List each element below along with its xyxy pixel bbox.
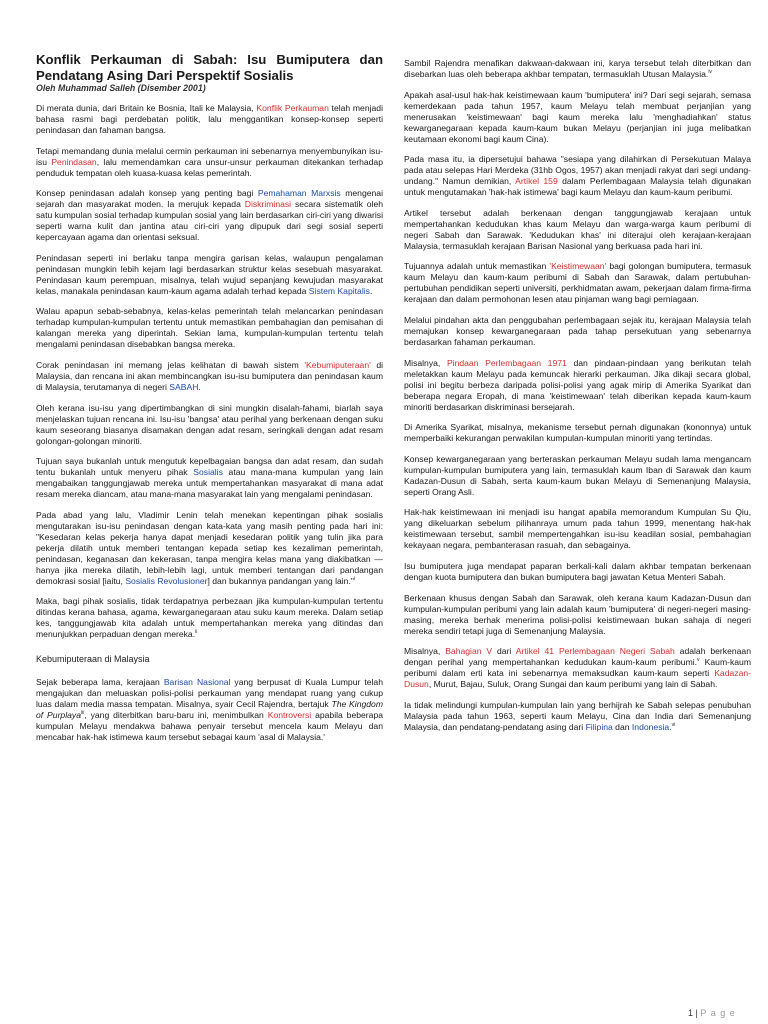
poem-title: The Kingdom of Purplaya bbox=[36, 699, 383, 721]
link-sabah[interactable]: SABAH bbox=[169, 381, 199, 392]
link-artikel-41[interactable]: Artikel 41 Perlembagaan Negeri Sabah bbox=[515, 646, 675, 657]
paragraph: Tujuannya adalah untuk memastikan 'Keistimewaan' bagi golongan bumiputera, termasuk kaum Melayu dan kaum-kaum peribumi di Sabah dan Sarawak, dalam pertubuhan-pertubuhan pendidikan seperti universiti, perkhidmatan awam, pekerjaan dalam firma-firma kerajaan dan dalam permohonan lesen atau pinjaman wang bagi perniagaan. bbox=[404, 261, 751, 305]
page-footer bbox=[688, 1008, 736, 1018]
link-bahagian-v[interactable]: Bahagian V bbox=[445, 646, 493, 657]
link-artikel-159[interactable]: Artikel 159 bbox=[515, 176, 558, 187]
link-kadazan-dusun[interactable]: Kadazan-Dusun bbox=[404, 668, 751, 690]
paragraph: Pada abad yang lalu, Vladimir Lenin telah menekan kepentingan pihak sosialis mengutarakan isu-isu penindasan dengan kata-kata yang masih penting pada hari ini: "Kesedaran kelas pekerja hanya dapat menjadi kesedaran politik yang tulin jika para pekerja dilatih untuk memberi tentangan kepada setiap kes kezaliman pemerintah, penindasan, keganasan dan kekerasan, tanpa mengira kelas mana yang diakibatkan — hanya jika mereka dilatih, lebih-lebih lagi, untuk memberi tentangan dari pandangan demokrasi sosial [iaitu, Sosialis Revolusioner] dan bukannya pandangan yang lain."$^i$ bbox=[36, 509, 383, 586]
paragraph: Konsep kewarganegaraan yang berteraskan perkauman Melayu sudah lama mengancam kumpulan-kumpulan bumiputera yang lain, termasuklah kaum Iban di Sarawak dan kaum Kadazan-Dusun di Sabah, serta kaum-kaum bukan Melayu di Semenanjung Malaysia, seperti Orang Asli. bbox=[404, 453, 751, 497]
paragraph: Tujuan saya bukanlah untuk mengutuk kepelbagaian bangsa dan adat resam, dan sudah tentu bukanlah untuk menyeru pihak Sosialis atau mana-mana kumpulan yang lain mengabaikan tanggungjawab mereka untuk mempertahankan masyarakat di mana adat resam mereka diancam, atau mana-mana masyarakat lain yang mengalami penindasan. bbox=[36, 456, 384, 500]
paragraph: Melalui pindahan akta dan penggubahan perlembagaan sejak itu, kerajaan Malaysia telah memajukan konsep kewarganegaraan pada tahap persekutuan yang sebenarnya berdasarkan fahaman perkauman. bbox=[404, 314, 751, 347]
page-number: 1 bbox=[688, 1008, 694, 1018]
paragraph: Walau apapun sebab-sebabnya, kelas-kelas pemerintah telah melancarkan penindasan terhadap kumpulan-kumpulan tertentu untuk memastikan pembahagian dan pemisahan di kalangan mereka yang diperintah. Sekian lama, kumpulan-kumpulan tertentu telah mengalami penindasan disebabkan bangsa mereka. bbox=[36, 306, 383, 350]
section-heading: Kebumiputeraan di Malaysia bbox=[36, 654, 150, 665]
paragraph: Sejak beberapa lama, kerajaan Barisan Nasional yang berpusat di Kuala Lumpur telah mengajukan dan meluaskan polisi-polisi perkauman yang mendapat ruang yang cukup luas dalam media massa tempatan. Misalnya, syair Cecil Rajendra, bertajuk The Kingdom of Purplaya$^{iii}$, yang diterbitkan baru-baru ini, menimbulkan Kontroversi apabila beberapa kumpulan Melayu mendakwa bahawa penyair tersebut mencela kaum Melayu dan mencabar hak-hak istimewa kaum tersebut sebagai kaum 'asal di Malaysia.' bbox=[36, 677, 384, 743]
footnote-ref[interactable]: vi bbox=[671, 721, 676, 728]
paragraph: Konsep penindasan adalah konsep yang penting bagi Pemahaman Marxsis mengenai sejarah dan masyarakat moden. Ia merujuk kepada Diskriminasi secara sistematik oleh satu kumpulan sosial terhadap kumpulan sosial yang lain berdasarkan ciri-ciri yang diwarisi seperti warna kulit dan jantina atau ciri-ciri yang dipupuk dari segi sosial seperti kepercayaan agama dan orientasi seksual. bbox=[36, 188, 384, 243]
paragraph: Isu bumiputera juga mendapat paparan berkali-kali dalam akhbar tempatan berkenaan dengan kuota bumiputera dan bukan bumiputera bagi jawatan Ketua Menteri Sabah. bbox=[404, 560, 751, 582]
paragraph: Oleh kerana isu-isu yang dipertimbangkan di sini mungkin disalah-fahami, biarlah saya menjelaskan tujuan rencana ini. Isu-isu 'bangsa' atau perihal yang berkenaan dengan suku kaum seseorang biasanya disamakan dengan adat resam, seringkali dengan adat resam golongan-golongan minoriti. bbox=[36, 402, 383, 446]
link-sosialis[interactable]: Sosialis bbox=[193, 467, 223, 478]
paragraph: Artikel tersebut adalah berkenaan dengan tanggungjawab kerajaan untuk mempertahankan kedudukan khas kaum Melayu dan warga-warga kaum peribumi di negeri Sabah dan Sarawak. 'Kedudukan khas' ini diterajui oleh kerajaan-kerajaan Malaysia, termasuklah kerajaan Barisan Nasional yang berkuasa pada hari ini. bbox=[404, 207, 751, 251]
paragraph: Hak-hak keistimewaan ini menjadi isu hangat apabila memorandum Kumpulan Su Qiu, yang dikeluarkan sebelum pilihanraya umum pada tahun 1999, menentang hak-hak keistimewaan tersebut, sambil mempertengahkan isu-isu keadilan sosial, pembahagian kekayaan negara, pembanterasan rasuah, dan sebagainya. bbox=[404, 507, 751, 551]
link-sistem-kapitalis[interactable]: Sistem Kapitalis bbox=[308, 285, 370, 296]
paragraph: Tetapi memandang dunia melalui cermin perkauman ini sebenarnya menyembunyikan isu-isu Penindasan, lalu memendamkan cara unsur-unsur perkauman ditekankan terhadap penduduk tempatan oleh kuasa-kuasa kelas pemerintah. bbox=[36, 145, 383, 178]
link-keistimewaan[interactable]: 'Keistimewaan' bbox=[549, 261, 607, 272]
footnote-ref[interactable]: iii bbox=[80, 710, 85, 717]
paragraph: Maka, bagi pihak sosialis, tidak terdapatnya perbezaan jika kumpulan-kumpulan tertentu ditindas kerana bahasa, agama, kewarganegaraan atau suku kaum mereka. Dalam setiap kes, tanggungjawab kita adalah untuk mempertahankan mereka yang ditindas dan menunjukkan perpaduan dengan mereka.$^{ii}$ bbox=[36, 596, 383, 640]
link-diskriminasi[interactable]: Diskriminasi bbox=[244, 199, 292, 210]
paragraph: Corak penindasan ini memang jelas kelihatan di bawah sistem 'Kebumiputeraan' di Malaysia, dan rencana ini akan membincangkan isu-isu bumiputera dan penindasan kaum di Malaysia, terutamanya di negeri SABAH. bbox=[36, 359, 384, 392]
paragraph: Misalnya, Pindaan Perlembagaan 1971 dan pindaan-pindaan yang berikutan telah meletakkan kaum Melayu pada kemuncak hierarki perkauman. Jika dikaji secara global, polisi ini begitu berbeza daripada polisi-polisi yang agak mirip di Amerika Syarikat dan beberapa negara Eropah, di mana 'keistimewaan' telah diberikan kepada kaum-kaum minoriti berdasarkan diskriminasi bersejarah. bbox=[404, 357, 751, 412]
paragraph: Apakah asal-usul hak-hak keistimewaan kaum 'bumiputera' ini? Dari segi sejarah, semasa kemerdekaan pada tahun 1957, kaum Melayu telah membuat perjanjian yang menerusakan 'keistimewaan' bagi kaum mereka lalu 'menghadiahkan' status kewarganegaraan kepada kaum-kaum bukan Melayu (perjanjian ini juga melibatkan keutamaan ekonomi bagi kaum Cina). bbox=[404, 89, 751, 144]
page-separator: | bbox=[695, 1008, 698, 1018]
footnote-ref[interactable]: v bbox=[697, 657, 700, 664]
link-indonesia[interactable]: Indonesia bbox=[631, 721, 670, 732]
paragraph: Sambil Rajendra menafikan dakwaan-dakwaan ini, karya tersebut telah diterbitkan dan disebarkan luas oleh beberapa akhbar tempatan, termasuklah Utusan Malaysia.$^{iv}$ bbox=[404, 58, 751, 79]
link-kebumiputeraan[interactable]: 'Kebumiputeraan' bbox=[304, 359, 371, 370]
right-column bbox=[404, 58, 751, 742]
link-pindaan-perlembagaan-1971[interactable]: Pindaan Perlembagaan 1971 bbox=[446, 357, 567, 368]
page-label: P a g e bbox=[700, 1008, 736, 1018]
paragraph: Berkenaan khusus dengan Sabah dan Sarawak, oleh kerana kaum Kadazan-Dusun dan kumpulan-kumpulan peribumi yang lain adalah kaum 'bumiputera' di negeri-negeri masing-masing, mereka berhak menerima polisi-polisi keistimewaan bukan sahaja di negeri mereka sendiri tetapi juga di Semenanjung Malaysia. bbox=[404, 592, 751, 636]
link-barisan-nasional[interactable]: Barisan Nasional bbox=[163, 677, 231, 688]
link-sosialis-revolusioner[interactable]: Sosialis Revolusioner bbox=[125, 575, 208, 586]
left-column bbox=[36, 52, 383, 753]
link-konflik-perkauman[interactable]: Konflik Perkauman bbox=[256, 103, 329, 113]
paragraph: Misalnya, Bahagian V dari Artikel 41 Perlembagaan Negeri Sabah adalah berkenaan dengan perihal yang mempertahankan kedudukan kaum-kaum peribumi.$^v$ Kaum-kaum peribumi dalam erti kata ini sebenarnya memaksudkan kaum-kaum seperti Kadazan-Dusun, Murut, Bajau, Suluk, Orang Sungai dan kaum peribumi yang lain di Sabah. bbox=[404, 646, 751, 690]
paragraph: Di merata dunia, dari Britain ke Bosnia, Itali ke Malaysia, Konflik Perkauman telah menjadi bahasa rasmi bagi perdebatan politik, lalu menggantikan konsep-konsep seperti penindasan dan fahaman bangsa. bbox=[36, 103, 383, 135]
link-kontroversi[interactable]: Kontroversi bbox=[267, 710, 312, 721]
paragraph: Pada masa itu, ia dipersetujui bahawa "sesiapa yang dilahirkan di Persekutuan Malaya pada atau selepas Hari Merdeka (31hb Ogos, 1957) akan menjadi rakyat dari segi undang-undang." Namun demikian, Artikel 159 dalam Perlembagaan Malaysia telah digunakan untuk mengutamakan 'hak-hak istimewa' bagi kaum Melayu dan kaum-kaum peribumi. bbox=[404, 154, 751, 198]
link-penindasan[interactable]: Penindasan bbox=[51, 156, 97, 167]
link-filipina[interactable]: Filipina bbox=[585, 721, 613, 732]
link-pemahaman-marxsis[interactable]: Pemahaman Marxsis bbox=[257, 188, 341, 199]
paragraph: Ia tidak melindungi kumpulan-kumpulan lain yang berhijrah ke Sabah selepas penubuhan Malaysia pada tahun 1963, seperti kaum Melayu, Cina dan India dari Semenanjung Malaysia, dan pendatang-pendatang asing dari Filipina dan Indonesia.$^{vi}$ bbox=[404, 699, 751, 732]
footnote-ref[interactable]: i bbox=[353, 575, 356, 582]
paragraph: Penindasan seperti ini berlaku tanpa mengira garisan kelas, walaupun pengalaman penindasan mungkin lebih kejam lagi berdasarkan struktur kelas sesebuah masyarakat. Penindasan kaum perempuan, misalnya, telah wujud sepanjang kewujudan masyarakat kelas, manakala penindasan kaum-kaum agama adalah terhad kepada Sistem Kapitalis. bbox=[36, 252, 383, 296]
paragraph: Di Amerika Syarikat, misalnya, mekanisme tersebut pernah digunakan (kononnya) untuk memperbaiki kekurangan perwakilan kumpulan-kumpulan minoriti yang tertindas. bbox=[404, 422, 751, 444]
article-title: Konflik Perkauman di Sabah: Isu Bumiputera dan Pendatang Asing Dari Perspektif Sosialis bbox=[36, 52, 383, 83]
footnote-ref[interactable]: iv bbox=[708, 69, 712, 76]
footnote-ref[interactable]: ii bbox=[195, 629, 198, 636]
article-author: Oleh Muhammad Salleh (Disember 2001) bbox=[36, 83, 206, 93]
